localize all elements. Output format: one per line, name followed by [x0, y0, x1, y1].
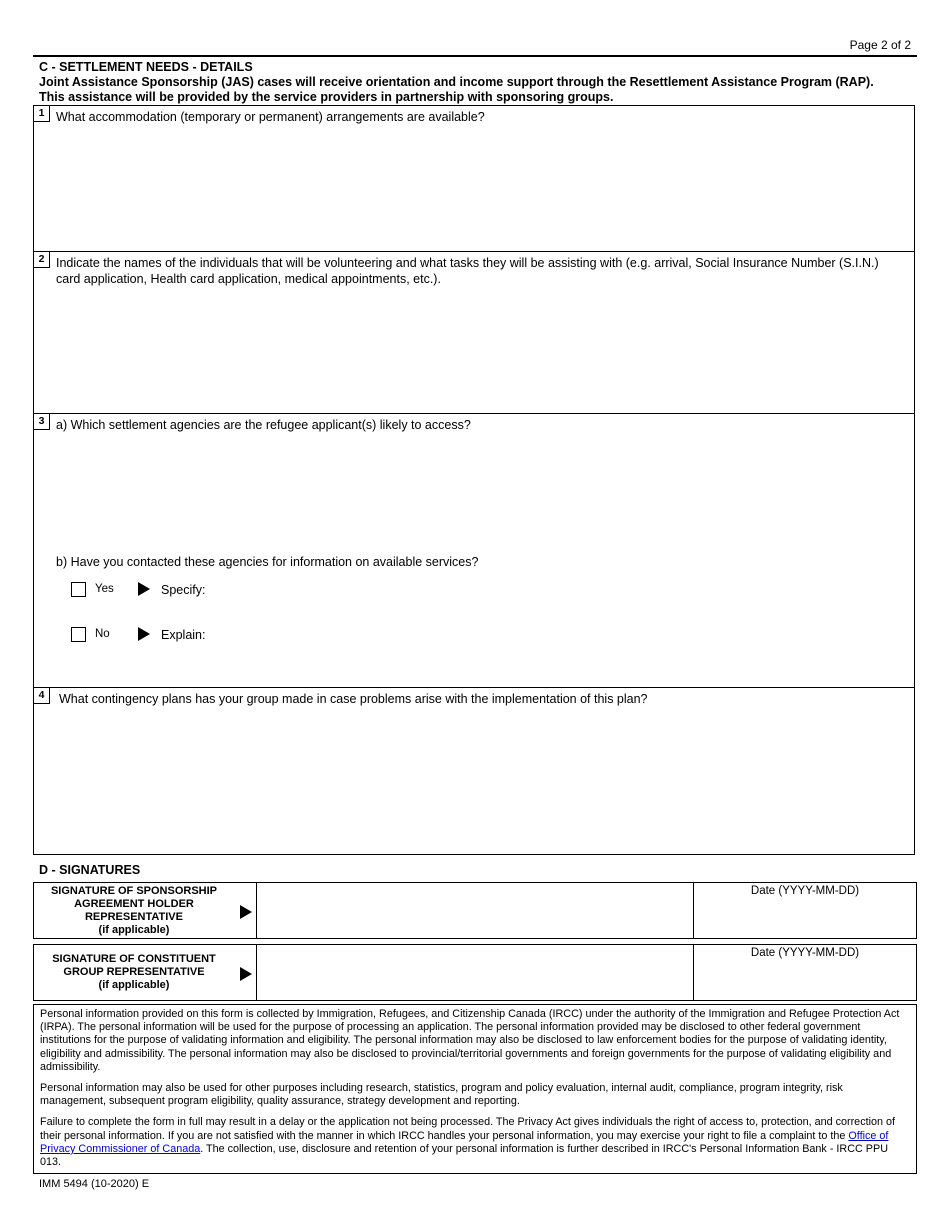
- question-4-box[interactable]: [33, 687, 915, 855]
- question-2-number: 2: [34, 252, 50, 268]
- no-arrow-icon: [138, 627, 150, 641]
- section-d-title: D - SIGNATURES: [39, 863, 141, 877]
- section-c-title: C - SETTLEMENT NEEDS - DETAILS: [39, 60, 253, 74]
- question-3a-answer-area[interactable]: [54, 436, 904, 551]
- constituent-signature-line-3: (if applicable): [98, 979, 170, 991]
- privacy-notice: [33, 1004, 917, 1174]
- top-rule: [33, 55, 917, 57]
- sponsorship-date-field[interactable]: [694, 883, 916, 938]
- signature-row-1: [33, 882, 917, 939]
- privacy-paragraph-2: Personal information may also be used for other purposes including research, statistics, program and policy evaluation, internal audit, compliance, program integrity, risk management, subsequent program eligibility, quality assurance, strategy development and reporting.: [40, 1082, 843, 1108]
- signature-1-arrow-icon: [240, 905, 252, 919]
- question-4-number: 4: [34, 688, 50, 704]
- question-3a-text: a) Which settlement agencies are the refugee applicant(s) likely to access?: [56, 418, 471, 432]
- constituent-signature-line-2: GROUP REPRESENTATIVE: [63, 966, 205, 978]
- constituent-signature-line-1: SIGNATURE OF CONSTITUENT: [52, 953, 216, 965]
- sponsorship-signature-line-1: SIGNATURE OF SPONSORSHIP: [50, 884, 218, 897]
- signature-row-2: [33, 944, 917, 1001]
- question-4-text: What contingency plans has your group made in case problems arise with the implementation of this plan?: [59, 692, 648, 706]
- explain-label: Explain:: [161, 628, 206, 642]
- question-3b-text: b) Have you contacted these agencies for information on available services?: [56, 555, 479, 569]
- constituent-date-field[interactable]: [694, 945, 916, 1000]
- signature-2-arrow-icon: [240, 967, 252, 981]
- privacy-paragraph-3: [40, 1116, 910, 1169]
- yes-checkbox[interactable]: [71, 582, 86, 597]
- question-2-box[interactable]: [33, 251, 915, 414]
- question-3-number: 3: [34, 414, 50, 430]
- privacy-paragraph-1: Personal information provided on this form is collected by Immigration, Refugees, and Citizenship Canada (IRCC) under the authority of the Immigration and Refugee Protection Act (IRPA). The personal information will be used for the purpose of processing an application. The personal information provided may be disclosed to other federal government institutions for the purpose of validating information and eligibility. The personal information may also be disclosed to law enforcement bodies for the purpose of validating identity, eligibility and admissibility. The personal information may also be disclosed to provincial/territorial governments and foreign governments for the purpose of validating eligibility and admissibility.: [40, 1008, 900, 1073]
- question-2-text: Indicate the names of the individuals that will be volunteering and what tasks they will be assisting with (e.g. arrival, Social Insurance Number (S.I.N.) card application, Health card application, medical appointments, etc.).: [56, 256, 879, 286]
- sponsorship-signature-line-2: AGREEMENT HOLDER: [74, 897, 194, 910]
- page-number: Page 2 of 2: [849, 38, 911, 52]
- question-1-text: What accommodation (temporary or permanent) arrangements are available?: [56, 110, 485, 124]
- explain-field[interactable]: [214, 623, 904, 673]
- constituent-date-label: Date (YYYY-MM-DD): [750, 947, 860, 959]
- section-c-intro-line-1: Joint Assistance Sponsorship (JAS) cases will receive orientation and income support through the Resettlement Assistance Program (RAP).: [39, 75, 874, 89]
- question-1-box[interactable]: [33, 105, 915, 252]
- constituent-signature-field[interactable]: [257, 945, 694, 1000]
- question-1-number: 1: [34, 106, 50, 122]
- privacy-commissioner-link[interactable]: Office of Privacy Commissioner of Canada: [40, 1129, 889, 1155]
- form-id: IMM 5494 (10-2020) E: [39, 1178, 150, 1190]
- specify-field[interactable]: [214, 578, 904, 602]
- sponsorship-signature-line-4: (if applicable): [98, 923, 170, 936]
- section-c-intro: [39, 75, 919, 105]
- constituent-signature-label: [34, 945, 257, 1000]
- yes-label: Yes: [95, 583, 114, 595]
- privacy-paragraph-3-end: . The collection, use, disclosure and retention of your personal information is further described in IRCC's Personal Information Bank - IRCC PPU 013.: [40, 1142, 889, 1169]
- privacy-paragraph-3-start: Failure to complete the form in full may result in a delay or the application not being processed. The Privacy Act gives individuals the right of access to, protection, and correction of their personal information. If you are not satisfied with the manner in which IRCC handles your personal information, you may exercise your right to file a complaint to the: [40, 1116, 895, 1142]
- sponsorship-signature-line-3: REPRESENTATIVE: [84, 910, 183, 923]
- no-checkbox[interactable]: [71, 627, 86, 642]
- sponsorship-signature-field[interactable]: [257, 883, 694, 938]
- no-label: No: [95, 628, 110, 640]
- specify-label: Specify:: [161, 583, 206, 597]
- section-c-intro-line-2: This assistance will be provided by the service providers in partnership with sponsoring groups.: [39, 90, 614, 104]
- question-3-box: [33, 413, 915, 688]
- yes-arrow-icon: [138, 582, 150, 596]
- sponsorship-signature-label: [34, 883, 257, 938]
- sponsorship-date-label: Date (YYYY-MM-DD): [750, 885, 860, 897]
